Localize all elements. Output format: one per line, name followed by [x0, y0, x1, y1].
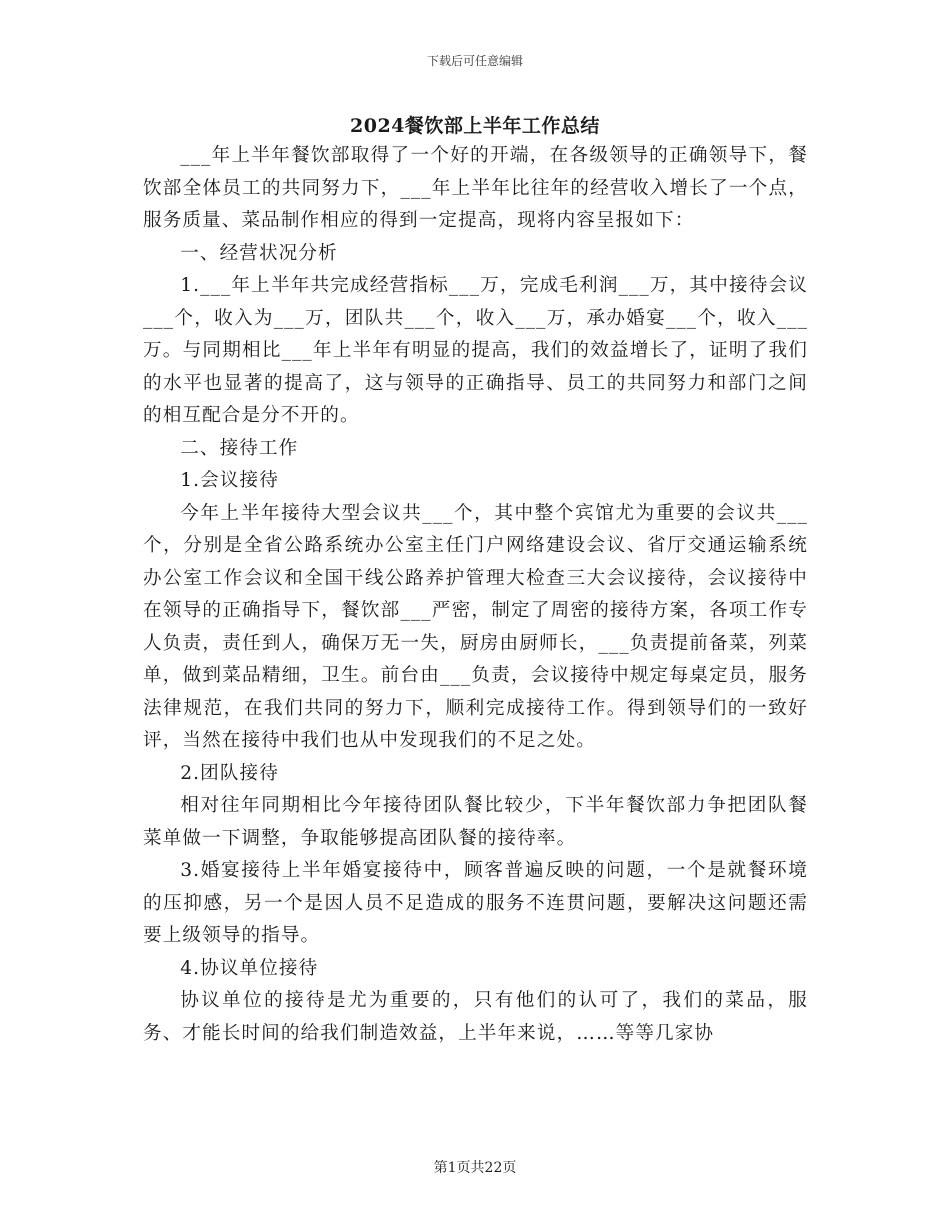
subheading-agreement-units: 4.协议单位接待 — [180, 957, 319, 979]
document-title: 2024餐饮部上半年工作总结 — [350, 115, 600, 137]
meeting-reception-paragraph: 今年上半年接待大型会议共___个，其中整个宾馆尤为重要的会议共___个，分别是全省公路系统办公室主任门户网络建设会议、省厅交通运输系统办公室工作会议和全国干线公路养护管理大检查三大会议接待，会议接待中在领导的正确指导下，餐饮部___严密，制定了周密的接待方案，各项工作专人负责，责任到人，确保万无一失，厨房由厨师长，___负责提前备菜，列菜单，做到菜品精细，卫生。前台由___负责，会议接待中规定每桌定员，服务法律规范，在我们共同的努力下，顺利完成接待工作。得到领导们的一致好评，当然在接待中我们也从中发现我们的不足之处。 — [143, 502, 808, 751]
operations-paragraph: 1.___年上半年共完成经营指标___万，完成毛利润___万，其中接待会议___个，收入为___万，团队共___个，收入___万，承办婚宴___个，收入___万。与同期相比___年上半年有明显的提高，我们的效益增长了，证明了我们的水平也显著的提高了，这与领导的正确指导、员工的共同努力和部门之间的相互配合是分不开的。 — [143, 275, 808, 426]
intro-paragraph: ___年上半年餐饮部取得了一个好的开端，在各级领导的正确领导下，餐饮部全体员工的共同努力下，___年上半年比往年的经营收入增长了一个点，服务质量、菜品制作相应的得到一定提高，现将内容呈报如下： — [143, 145, 808, 231]
agreement-units-paragraph: 协议单位的接待是尤为重要的，只有他们的认可了，我们的菜品，服务、才能长时间的给我们制造效益，上半年来说，……等等几家协 — [143, 990, 808, 1044]
wedding-reception-paragraph: 3.婚宴接待上半年婚宴接待中，顾客普遍反映的问题，一个是就餐环境的压抑感，另一个是因人员不足造成的服务不连贯问题，要解决这问题还需要上级领导的指导。 — [143, 860, 808, 946]
group-reception-paragraph: 相对往年同期相比今年接待团队餐比较少，下半年餐饮部力争把团队餐菜单做一下调整，争取能够提高团队餐的接待率。 — [143, 795, 808, 849]
section-heading-reception: 二、接待工作 — [180, 437, 299, 459]
page-number: 第1页共22页 — [433, 1160, 517, 1176]
section-heading-operations: 一、经营状况分析 — [180, 242, 338, 264]
subheading-meeting-reception: 1.会议接待 — [180, 470, 279, 491]
document-body — [143, 140, 808, 1050]
subheading-group-reception: 2.团队接待 — [180, 762, 279, 784]
header-note: 下载后可任意编辑 — [426, 54, 523, 68]
